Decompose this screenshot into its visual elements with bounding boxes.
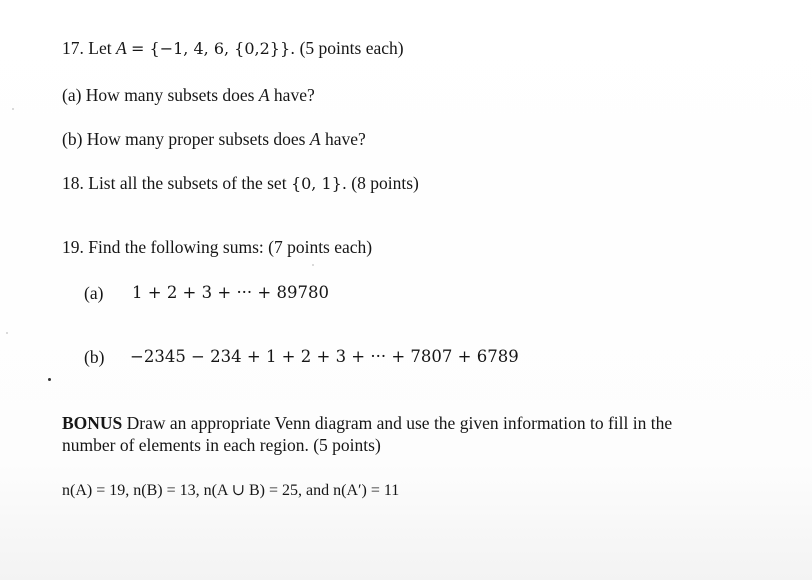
bonus-text-1: Draw an appropriate Venn diagram and use the given information to fill in the <box>126 413 673 433</box>
scan-speck-faint <box>6 332 8 334</box>
question-17b <box>62 128 366 150</box>
scan-speck-faint <box>312 264 314 266</box>
q17b-end: have? <box>324 129 366 149</box>
q17a-var: A <box>258 85 270 105</box>
question-18 <box>62 172 419 195</box>
scan-speck-faint <box>12 108 14 110</box>
question-17 <box>62 37 404 60</box>
bonus-line-2: number of elements in each region. (5 points) <box>62 435 381 455</box>
q18-set: {0, 1}. <box>290 174 347 193</box>
q19-text: 19. Find the following sums: <box>62 237 264 257</box>
q17b-var: A <box>309 129 321 149</box>
q19b-expression: −2345 − 234 + 1 + 2 + 3 + ··· + 7807 + 6789 <box>130 347 519 366</box>
q17-set: = {−1, 4, 6, {0,2}}. <box>131 39 296 58</box>
q17-var: A <box>115 38 127 58</box>
q19a-expression: 1 + 2 + 3 + ··· + 89780 <box>132 283 329 302</box>
question-17a <box>62 84 315 106</box>
question-19b <box>84 346 104 368</box>
q17a-end: have? <box>273 85 315 105</box>
q17b-text: (b) How many proper subsets does <box>62 129 306 149</box>
bonus-given: n(A) = 19, n(B) = 13, n(A ∪ B) = 25, and n(A′) = 11 <box>62 482 400 499</box>
question-19a <box>84 282 103 304</box>
q17a-text: (a) How many subsets does <box>62 85 255 105</box>
scan-speck <box>48 378 51 381</box>
q17-points: (5 points each) <box>299 38 404 58</box>
q17-prefix: 17. Let <box>62 38 112 58</box>
bonus-title: BONUS <box>62 413 123 433</box>
q19a-label: (a) <box>84 283 104 303</box>
question-19 <box>62 236 372 258</box>
q19-points: (7 points each) <box>268 237 373 257</box>
q18-text: 18. List all the subsets of the set <box>62 173 287 193</box>
bonus-line-1 <box>62 412 672 434</box>
q19b-label: (b) <box>84 347 105 367</box>
q18-points: (8 points) <box>351 173 419 193</box>
